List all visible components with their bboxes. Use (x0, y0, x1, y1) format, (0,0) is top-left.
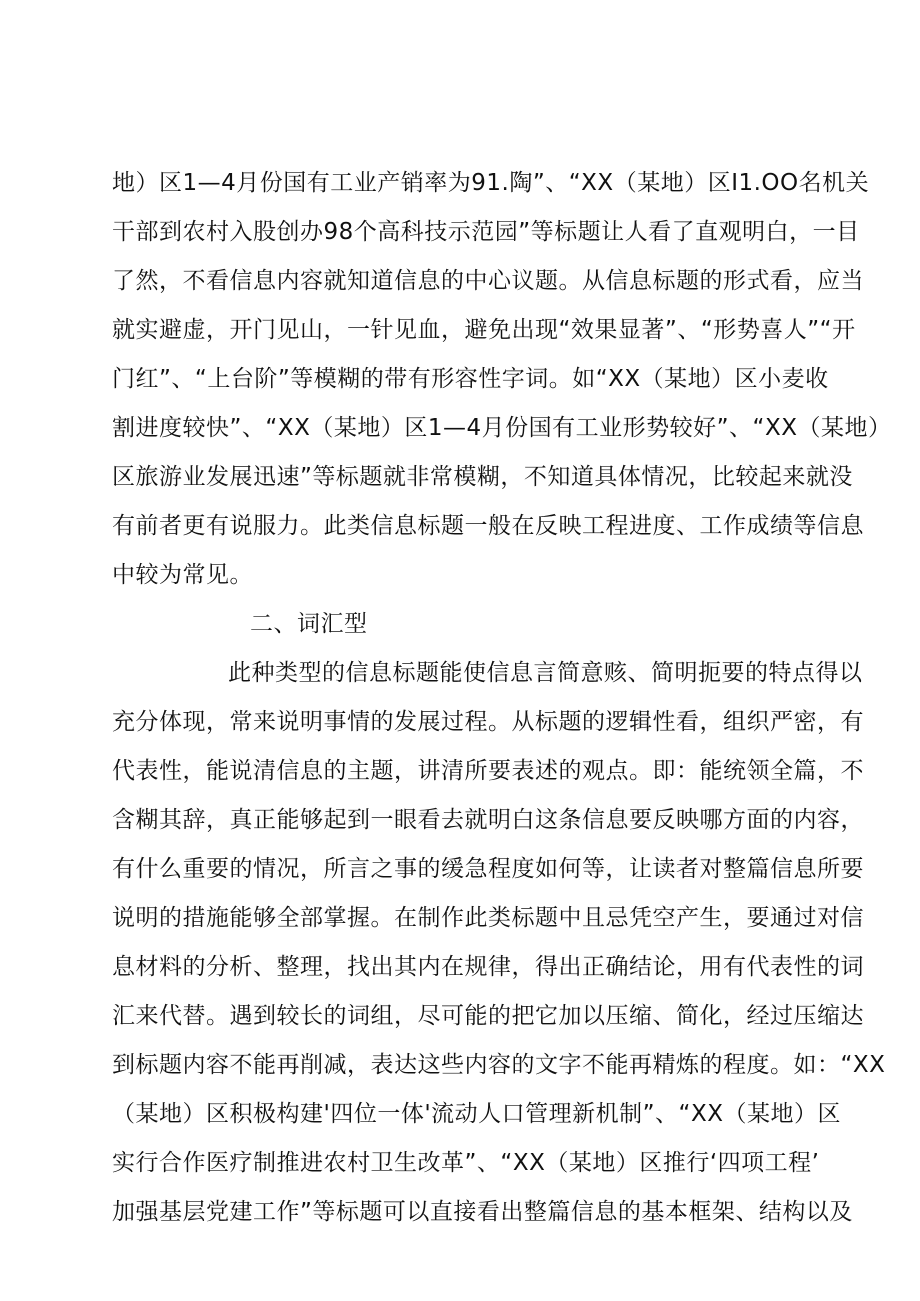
text-line: 充分体现，常来说明事情的发展过程。从标题的逻辑性看，组织严密，有 (112, 709, 864, 735)
text-line: 就实避虚，开门见山，一针见血，避免出现“效果显著”、“形势喜人”“开 (112, 317, 856, 343)
text-line: 息材料的分析、整理，找出其内在规律，得出正确结论，用有代表性的词 (112, 954, 864, 980)
text-line: 有前者更有说服力。此类信息标题一般在反映工程进度、工作成绩等信息 (112, 513, 864, 539)
text-line: （某地）区积极构建'四位一体'流动人口管理新机制”、“XX（某地）区 (112, 1101, 841, 1127)
text-line: 干部到农村入股创办98个高科技示范园”等标题让人看了直观明白，一目 (112, 219, 860, 245)
text-line: 加强基层党建工作”等标题可以直接看出整篇信息的基本框架、结构以及 (112, 1199, 853, 1225)
text-line: 地）区1—4月份国有工业产销率为91.陶”、“XX（某地）区I1.OO名机关 (112, 170, 870, 196)
text-line: 汇来代替。遇到较长的词组，尽可能的把它加以压缩、简化，经过压缩达 (112, 1003, 864, 1029)
text-line: 此种类型的信息标题能使信息言简意赅、简明扼要的特点得以 (228, 660, 863, 686)
text-line: 门红”、“上台阶”等模糊的带有形容性字词。如“XX（某地）区小麦收 (112, 366, 829, 392)
section-heading: 二、词汇型 (250, 611, 368, 637)
text-line: 含糊其辞，真正能够起到一眼看去就明白这条信息要反映哪方面的内容， (112, 807, 864, 833)
text-line: 实行合作医疗制推进农村卫生改革”、“XX（某地）区推行‘四项工程’ (112, 1150, 820, 1176)
text-line: 有什么重要的情况，所言之事的缓急程度如何等，让读者对整篇信息所要 (112, 856, 864, 882)
text-line: 代表性，能说清信息的主题，讲清所要表述的观点。即：能统领全篇，不 (112, 758, 864, 784)
text-line: 了然，不看信息内容就知道信息的中心议题。从信息标题的形式看，应当 (112, 268, 864, 294)
text-line: 割进度较快”、“XX（某地）区1—4月份国有工业形势较好”、“XX（某地） (112, 415, 892, 441)
text-line: 说明的措施能够全部掌握。在制作此类标题中且忌凭空产生，要通过对信 (112, 905, 864, 931)
text-line: 到标题内容不能再削减，表达这些内容的文字不能再精炼的程度。如：“XX (112, 1052, 886, 1078)
text-line: 区旅游业发展迅速”等标题就非常模糊，不知道具体情况，比较起来就没 (112, 464, 853, 490)
text-line: 中较为常见。 (112, 562, 253, 588)
